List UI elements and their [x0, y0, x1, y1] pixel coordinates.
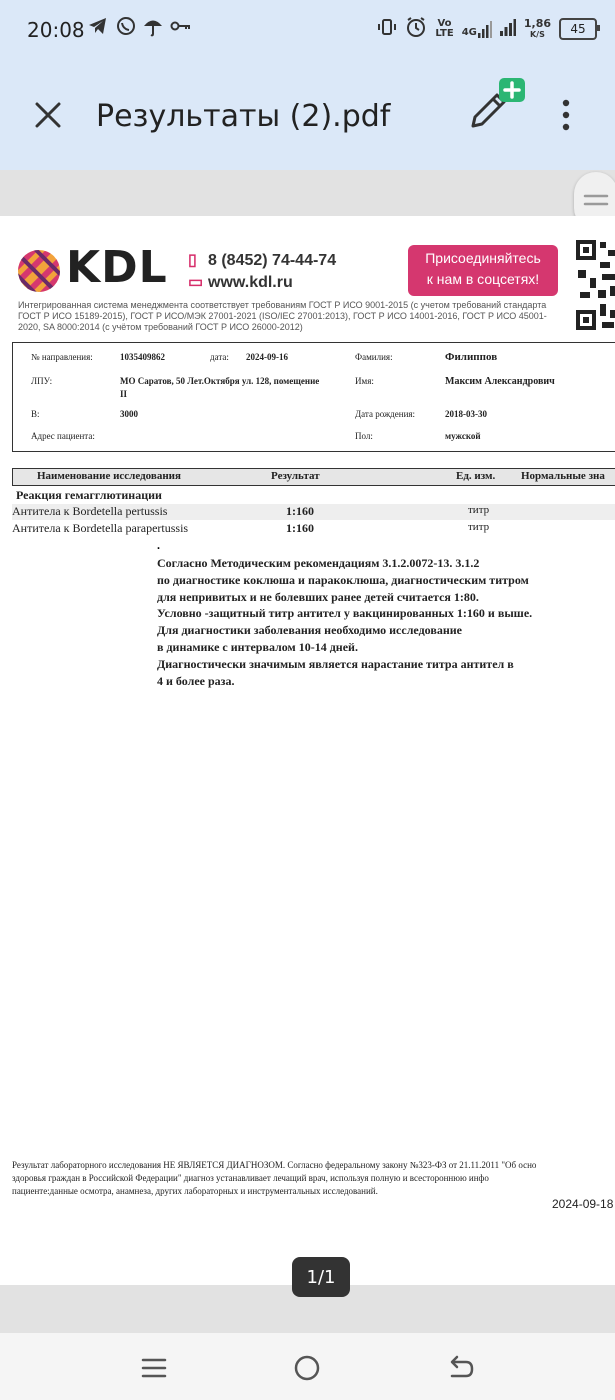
home-circle-icon [290, 1351, 324, 1385]
test-name: Антитела к Bordetella parapertussis [12, 521, 189, 535]
social-banner [408, 245, 558, 296]
test-name: Антитела к Bordetella pertussis [12, 504, 168, 518]
speed-unit: K/S [529, 29, 545, 39]
battery-indicator: 45 [559, 18, 597, 40]
date-value: 2024-09-16 [246, 352, 288, 362]
comment-line: для непривитых и не болевших ранее детей считается 1:80. [157, 589, 479, 604]
contact-website [188, 272, 293, 292]
sex-label: Пол: [355, 431, 373, 441]
comment-line: в динамике с интервалом 10-14 дней. [157, 639, 358, 654]
page-indicator: 1/1 [292, 1257, 350, 1297]
table-row [12, 504, 615, 520]
network-4g-indicator [462, 20, 492, 38]
close-button[interactable] [30, 97, 66, 133]
comment-line: Для диагностики заболевания необходимо исследование [157, 623, 463, 638]
iso-certification-note: Интегрированная система менеджмента соответствует требованиям ГОСТ Р ИСО 9001-2015 (с учетом требований стандарта ГОСТ Р ИСО 15189-2015), ГОСТ Р ИСО/МЭК 27001-2021 (ISO/IEC 27001:2013), ГОСТ Р ИСО 14001-2016, ГОСТ Р ИСО 45001-2020, SA 8000:2014 (с учётом требований ГОСТ Р ИСО 26000-2012) [18, 300, 547, 332]
speed-value: 1,86 [523, 16, 551, 30]
pdf-page [0, 216, 615, 1285]
header-result: Результат [271, 470, 320, 482]
vibrate-icon [377, 17, 397, 41]
contact-phone [188, 250, 336, 270]
header-unit: Ед. изм. [456, 470, 496, 482]
contact-phone-text: 8 (8452) 74-44-74 [208, 252, 337, 269]
signal-icon [478, 20, 492, 38]
birth-label: Дата рождения: [355, 409, 416, 419]
b-value: 3000 [120, 409, 138, 419]
telegram-icon [88, 17, 108, 40]
app-top-bar [0, 0, 615, 170]
pencil-icon [473, 95, 504, 126]
phone-icon: ▯ [188, 252, 197, 269]
disclaimer-line: Результат лабораторного исследования НЕ ЯВЛЯЕТСЯ ДИАГНОЗОМ. Согласно федеральному закону №323-ФЗ от 21.11.2011 "Об осно [12, 1160, 537, 1170]
sex-value: мужской [445, 431, 481, 441]
document-title: Результаты (2).pdf [96, 99, 391, 134]
disclaimer [12, 1159, 615, 1198]
social-banner-line1: Присоединяйтесь [425, 250, 541, 266]
network-speed [523, 16, 551, 40]
test-result: 1:160 [286, 504, 314, 518]
net-gen-label: 4G [461, 27, 477, 38]
back-button[interactable] [443, 1351, 477, 1385]
address-label: Адрес пациента: [31, 431, 95, 441]
system-nav-bar [0, 1333, 615, 1400]
comment-block [157, 555, 597, 689]
patient-info-box [12, 342, 615, 452]
kdl-logo [16, 242, 168, 294]
date-label: дата: [210, 352, 229, 362]
disclaimer-line: здоровья граждан в Российской Федерации" диагноз устанавливает лечащий врач, используя полную и всестороннюю инфо [12, 1173, 489, 1183]
back-arrow-icon [443, 1351, 477, 1385]
table-row [12, 521, 615, 537]
lpu-value-line1: МО Саратов, 50 Лет.Октября ул. 128, помещение [120, 376, 320, 386]
qr-code-icon [576, 240, 615, 336]
name-label: Имя: [355, 376, 374, 386]
lpu-value-line2: II [120, 389, 128, 399]
referral-value: 1035409862 [120, 352, 165, 362]
recent-apps-button[interactable] [137, 1351, 171, 1385]
umbrella-icon [143, 17, 163, 42]
surname-label: Фамилия: [355, 352, 393, 362]
volte-indicator: Vo LTE [435, 18, 454, 39]
lpu-label: ЛПУ: [31, 376, 53, 386]
alarm-icon [405, 16, 427, 42]
key-icon [170, 17, 192, 40]
more-vert-icon [556, 97, 576, 137]
referral-label: № направления: [31, 352, 93, 362]
kdl-logo-text: KDL [66, 242, 168, 293]
menu-lines-icon [137, 1351, 171, 1385]
viber-icon [116, 17, 136, 42]
social-banner-line2: к нам в соцсетях! [426, 271, 540, 287]
kdl-logo-mark-icon [16, 248, 62, 294]
close-icon [30, 97, 66, 133]
test-group-title: Реакция гемагглютинации [16, 488, 162, 502]
status-time: 20:08 [27, 18, 85, 42]
comment-line: Диагностически значимым является нарастание титра антител в [157, 656, 514, 671]
report-date: 2024-09-18 [552, 1197, 614, 1211]
contact-website-text: www.kdl.ru [208, 274, 293, 291]
comment-line: по диагностике коклюша и паракоклюша, диагностическим титром [157, 572, 529, 587]
status-right-cluster [377, 16, 597, 42]
header-test-name: Наименование исследования [37, 470, 181, 482]
birth-value: 2018-03-30 [445, 409, 487, 419]
monitor-icon: ▭ [188, 274, 204, 291]
comment-line: 4 и более раза. [157, 673, 235, 688]
test-unit: титр [468, 521, 490, 533]
header-normal: Нормальные зна [521, 470, 605, 482]
disclaimer-line: пациенте:данные осмотра, анамнеза, других лабораторных и инструментальных исследований. [12, 1186, 378, 1196]
edit-button[interactable] [465, 78, 529, 138]
surname-value: Филиппов [445, 351, 498, 363]
comment-line: Условно -защитный титр антител у вакцинированных 1:160 и выше. [157, 606, 533, 621]
test-result: 1:160 [286, 521, 314, 535]
more-options-button[interactable] [556, 97, 576, 137]
test-unit: титр [468, 504, 490, 516]
comment-marker: . [157, 538, 160, 552]
b-label: В: [31, 409, 40, 419]
results-table-header [12, 468, 615, 486]
viewer-top-band [0, 170, 615, 216]
name-value: Максим Александрович [445, 376, 555, 387]
signal-icon-2 [500, 18, 516, 40]
plus-badge-icon [499, 78, 525, 102]
comment-line: Согласно Методическим рекомендациям 3.1.2.0072-13. 3.1.2 [157, 556, 480, 570]
home-button[interactable] [290, 1351, 324, 1385]
